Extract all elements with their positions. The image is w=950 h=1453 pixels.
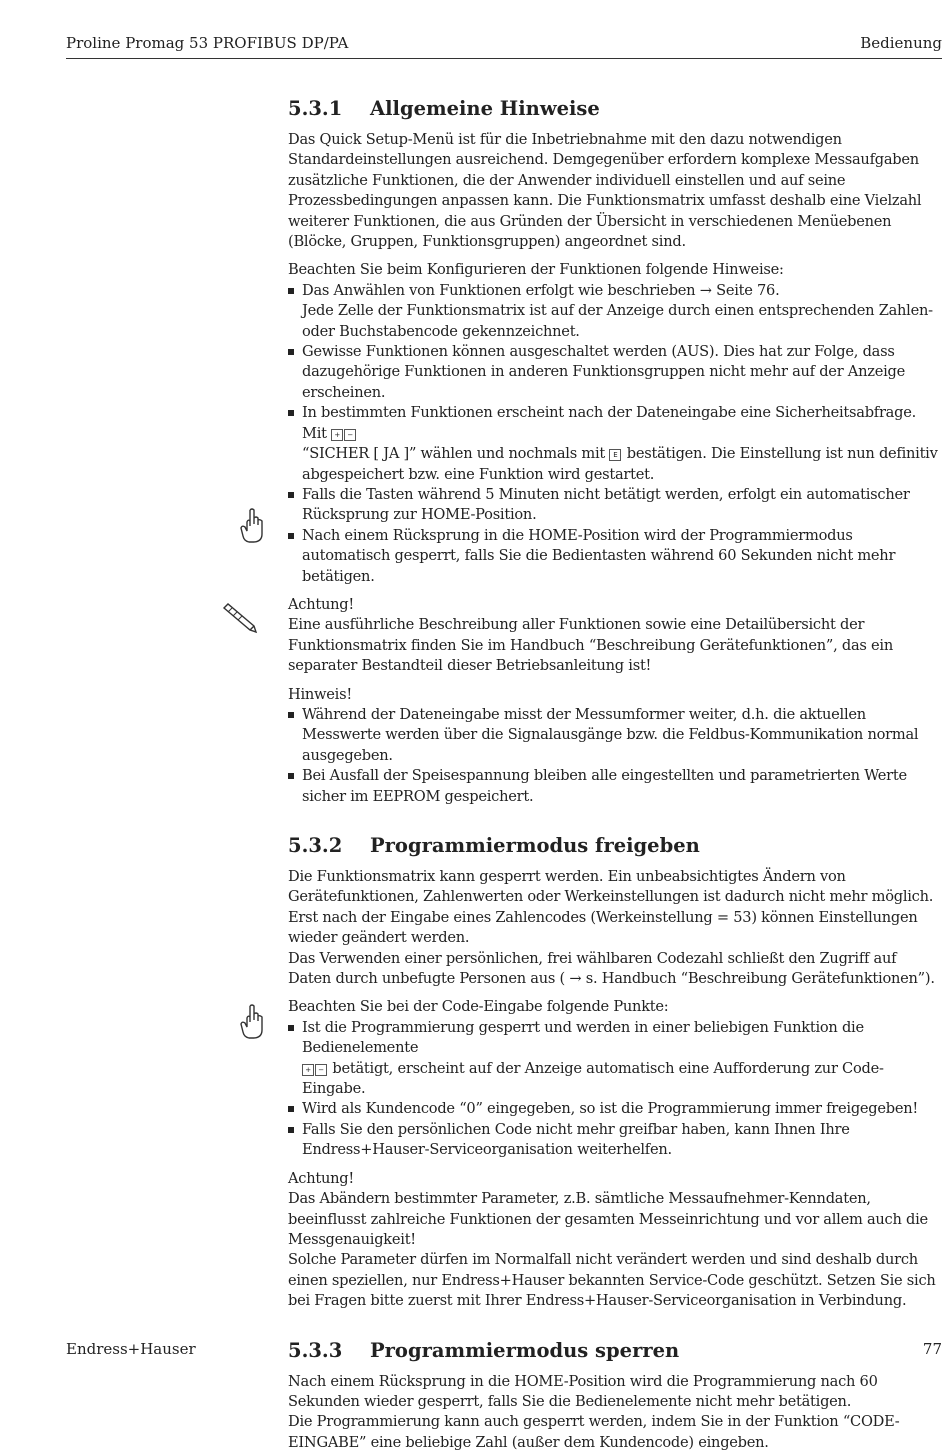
list-item-text: betätigt, erscheint auf der Anzeige automatisch eine Aufforderung zur Code-Eingabe.: [302, 1059, 884, 1098]
paragraph: Die Programmierung kann auch gesperrt werden, indem Sie in der Funktion “CODE-EINGABE” eine beliebige Zahl (außer dem Kundencode) eingeben.: [288, 1413, 900, 1451]
page-content: [288, 96, 942, 1453]
list-item-text: Bei Ausfall der Speisespannung bleiben alle eingestellten und parametrierten Werte sicher im EEPROM gespeichert.: [302, 767, 907, 805]
paragraph: Die Funktionsmatrix kann gesperrt werden. Ein unbeabsichtigtes Ändern von Gerätefunktionen, Zahlenwerten oder Werkeinstellungen ist dadurch nicht mehr möglich. Erst nach der Eingabe eines Zahlencodes (Werkeinstellung = 53) können Einstellungen wieder geändert werden.: [288, 868, 934, 947]
bullet-icon: [288, 349, 294, 355]
caution-text: Das Abändern bestimmter Parameter, z.B. sämtliche Messaufnehmer-Kenndaten, beeinflusst zahlreiche Funktionen der gesamten Messeinrichtung und vor allem auch die Messgenauigkeit!: [288, 1190, 928, 1248]
section-heading: [288, 1338, 942, 1364]
footer-company: Endress+Hauser: [66, 1340, 196, 1358]
section-heading: [288, 833, 942, 859]
list-item: [288, 526, 942, 587]
list-item-text: Nach einem Rücksprung in die HOME-Position wird der Programmiermodus automatisch gesperrt, falls Sie die Bedientasten während 60 Sekunden nicht mehr betätigen.: [302, 526, 896, 585]
caution-hand-icon: [238, 508, 266, 544]
section-number: 5.3.2: [288, 834, 343, 857]
list-item: [288, 403, 942, 485]
minus-key-icon: −: [315, 1064, 327, 1076]
hint-note: [288, 685, 942, 807]
list-item: [288, 281, 942, 342]
section-number: 5.3.3: [288, 1338, 343, 1362]
plus-key-icon: +: [302, 1064, 314, 1076]
bullet-list: [288, 705, 942, 807]
page-number: 77: [922, 1340, 942, 1358]
list-item-text: bestätigen. Die Einstellung ist nun definitiv abgespeichert bzw. eine Funktion wird gestartet.: [302, 445, 938, 483]
bullet-icon: [288, 410, 294, 416]
bullet-icon: [288, 1106, 294, 1112]
list-item: [288, 485, 942, 526]
list-item: [288, 1099, 942, 1119]
list-item: [288, 342, 942, 403]
section-title: Programmiermodus sperren: [370, 1338, 680, 1362]
list-item-text: Während der Dateneingabe misst der Messumformer weiter, d.h. die aktuellen Messwerte werden über die Signalausgänge bzw. die Feldbus-Kommunikation normal ausgegeben.: [302, 705, 919, 764]
caution-note: [288, 1169, 942, 1312]
list-item-text: Gewisse Funktionen können ausgeschaltet werden (AUS). Dies hat zur Folge, dass dazugehörige Funktionen in anderen Funktionsgruppen nicht mehr auf der Anzeige erscheinen.: [302, 343, 905, 401]
header-title: Proline Promag 53 PROFIBUS DP/PA: [66, 34, 349, 52]
caution-title: Achtung!: [288, 595, 354, 613]
bullet-icon: [288, 1025, 294, 1031]
paragraph: Beachten Sie bei der Code-Eingabe folgende Punkte:: [288, 998, 669, 1016]
section-title: Allgemeine Hinweise: [370, 97, 600, 120]
paragraph: Nach einem Rücksprung in die HOME-Position wird die Programmierung nach 60 Sekunden wieder gesperrt, falls Sie die Bedienelemente nicht mehr betätigen.: [288, 1372, 878, 1410]
caution-text: Eine ausführliche Beschreibung aller Funktionen sowie eine Detailübersicht der Funktionsmatrix finden Sie im Handbuch “Beschreibung Gerätefunktionen”, das ein separater Bestandteil dieser Betriebsanleitung ist!: [288, 616, 893, 675]
bullet-list: [288, 1018, 942, 1161]
list-item-text: Falls Sie den persönlichen Code nicht mehr greifbar haben, kann Ihnen Ihre Endress+Hauser-Serviceorganisation weiterhelfen.: [302, 1120, 850, 1159]
caution-note: [288, 595, 942, 677]
bullet-icon: [288, 1127, 294, 1133]
bullet-icon: [288, 492, 294, 498]
paragraph: Beachten Sie beim Konfigurieren der Funktionen folgende Hinweise:: [288, 261, 784, 279]
list-item-text: “SICHER [ JA ]” wählen und nochmals mit: [302, 445, 605, 463]
section-heading: [288, 96, 942, 122]
bullet-icon: [288, 533, 294, 539]
caution-text: Solche Parameter dürfen im Normalfall nicht verändert werden und sind deshalb durch einen speziellen, nur Endress+Hauser bekannten Service-Code geschützt. Setzen Sie sich bei Fragen bitte zuerst mit Ihrer Endress+Hauser-Serviceorganisation in Verbindung.: [288, 1251, 936, 1310]
list-item-text: Falls die Tasten während 5 Minuten nicht betätigt werden, erfolgt ein automatischer Rücksprung zur HOME-Position.: [302, 485, 910, 524]
paragraph: Das Quick Setup-Menü ist für die Inbetriebnahme mit den dazu notwendigen Standardeinstellungen ausreichend. Demgegenüber erfordern komplexe Messaufgaben zusätzliche Funktionen, die der Anwender individuell einstellen und auf seine Prozessbedingungen anpassen kann. Die Funktionsmatrix umfasst deshalb eine Vielzahl weiterer Funktionen, die aus Gründen der Übersicht in verschiedenen Menüebenen (Blöcke, Gruppen, Funktionsgruppen) angeordnet sind.: [288, 131, 922, 251]
bullet-icon: [288, 288, 294, 294]
page-header: [66, 30, 942, 59]
bullet-list: [288, 281, 942, 587]
list-item-text: Ist die Programmierung gesperrt und werden in einer beliebigen Funktion die Bedienelemente: [302, 1018, 864, 1057]
paragraph: Das Verwenden einer persönlichen, frei wählbaren Codezahl schließt den Zugriff auf Daten durch unbefugte Personen aus ( → s. Handbuch “Beschreibung Gerätefunktionen”).: [288, 949, 935, 988]
list-item-text: Wird als Kundencode “0” eingegeben, so ist die Programmierung immer freigegeben!: [302, 1100, 919, 1118]
minus-key-icon: −: [344, 429, 356, 441]
hint-title: Hinweis!: [288, 685, 352, 703]
caution-hand-icon: [238, 1004, 266, 1040]
bullet-icon: [288, 712, 294, 718]
list-item-text: Jede Zelle der Funktionsmatrix ist auf der Anzeige durch einen entsprechenden Zahlen- oder Buchstabencode gekennzeichnet.: [302, 302, 933, 340]
section-number: 5.3.1: [288, 97, 343, 120]
header-chapter: Bedienung: [860, 34, 942, 52]
list-item: [288, 1018, 942, 1100]
list-item: [288, 1120, 942, 1161]
plus-key-icon: +: [331, 429, 343, 441]
hint-pencil-icon: [220, 602, 260, 638]
list-item: [288, 766, 942, 807]
bullet-icon: [288, 773, 294, 779]
list-item-text: In bestimmten Funktionen erscheint nach der Dateneingabe eine Sicherheitsabfrage. Mit: [302, 404, 917, 442]
list-item: [288, 705, 942, 766]
list-item-text: Das Anwählen von Funktionen erfolgt wie beschrieben → Seite 76.: [302, 281, 780, 299]
enter-key-icon: E: [609, 449, 621, 461]
section-title: Programmiermodus freigeben: [370, 834, 700, 857]
caution-title: Achtung!: [288, 1169, 354, 1187]
